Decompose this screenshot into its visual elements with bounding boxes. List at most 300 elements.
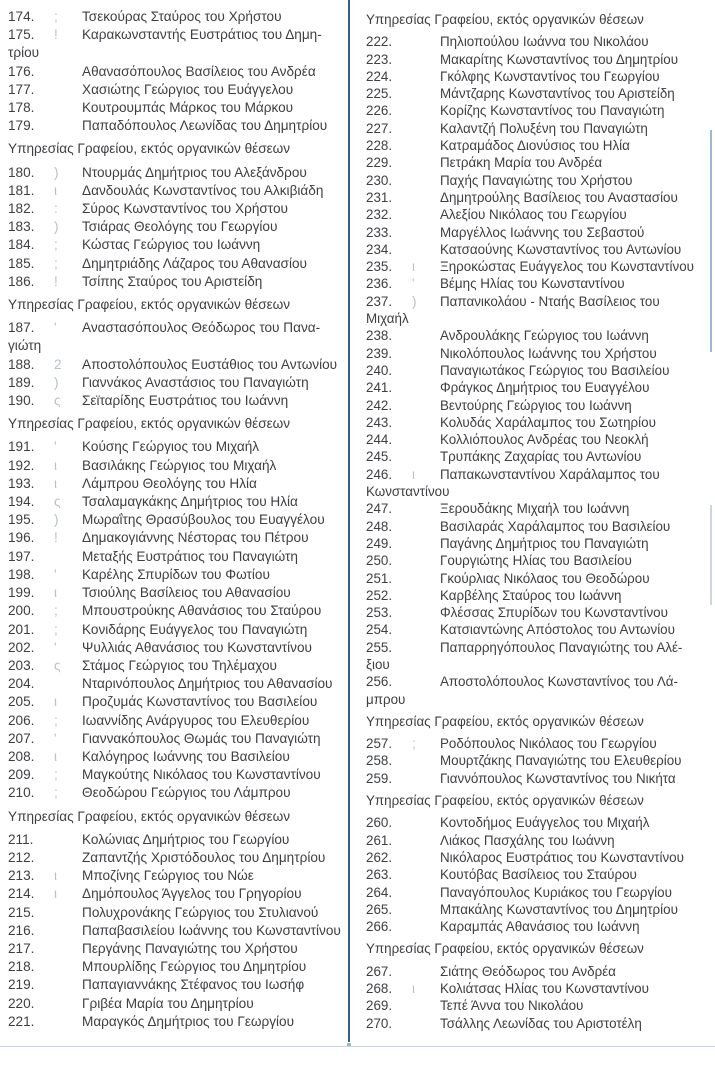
entry-number: 200.: [8, 603, 35, 619]
section-header: Υπηρεσίας Γραφείου, εκτός οργανικών θέσεων: [8, 808, 291, 824]
list-entry: [366, 120, 708, 137]
entry-number: 205.: [8, 694, 35, 710]
entry-name: Νικόλαρος Ευστράτιος του Κωνσταντίνου: [440, 849, 684, 865]
list-entry: [8, 995, 346, 1013]
list-entry: [8, 849, 346, 867]
list-entry: [366, 752, 708, 769]
redaction-artifact: ι: [54, 475, 58, 491]
entry-number: 186.: [8, 273, 35, 289]
entry-number: 226.: [366, 103, 393, 119]
entry-number: 184.: [8, 237, 35, 253]
entry-number: 197.: [8, 548, 35, 564]
redaction-artifact: !: [54, 530, 58, 546]
list-entry: [366, 379, 708, 396]
list-entry: [366, 997, 708, 1014]
entry-name: Γκόλφης Κωνσταντίνος του Γεωργίου: [440, 68, 660, 84]
list-entry: [8, 26, 346, 62]
entry-name: Μουρτζάκης Παναγιώτης του Ελευθερίου: [440, 753, 682, 769]
redaction-artifact: ': [54, 566, 57, 582]
page-edge-scan-mark: [710, 505, 712, 605]
list-entry: [8, 164, 346, 182]
list-entry: [8, 675, 346, 693]
redaction-artifact: ;: [54, 9, 58, 24]
list-entry: [366, 431, 708, 448]
entry-name: Παπανικολάου - Νταής Βασίλειος του: [440, 293, 660, 309]
entry-name: Ιωαννίδης Ανάργυρος του Ελευθερίου: [82, 712, 310, 728]
entry-name-continuation: Μιχαήλ: [366, 311, 409, 327]
entry-name: Δημακογιάννης Νέστορας του Πέτρου: [82, 530, 309, 546]
entry-name: Κονιδάρης Ευάγγελος του Παναγιώτη: [82, 621, 308, 637]
entry-number: 216.: [8, 922, 35, 938]
list-entry: [8, 438, 346, 456]
entry-number: 174.: [8, 9, 35, 24]
entry-number: 245.: [366, 449, 393, 465]
list-entry: [366, 980, 708, 997]
entry-name: Δημητρούλης Βασίλειος του Αναστασίου: [440, 189, 678, 205]
entry-number: 199.: [8, 585, 35, 601]
entry-number: 204.: [8, 676, 35, 692]
entry-name: Αθανασόπουλος Βασίλειος του Ανδρέα: [82, 63, 316, 79]
entry-name: Ξερουδάκης Μιχαήλ του Ιωάννη: [440, 501, 630, 517]
entry-number: 193.: [8, 475, 35, 491]
entry-name: Κουτρουμπάς Μάρκος του Μάρκου: [82, 100, 294, 116]
section-header: Υπηρεσίας Γραφείου, εκτός οργανικών θέσεων: [8, 297, 291, 313]
redaction-artifact: ;: [54, 621, 58, 637]
entry-number: 221.: [8, 1013, 35, 1029]
list-entry: [8, 8, 346, 26]
entry-name: Αναστασόπουλος Θεόδωρος του Πανα-: [82, 320, 321, 336]
list-entry: [366, 154, 708, 171]
entry-number: 244.: [366, 432, 393, 448]
list-entry: [8, 958, 346, 976]
entry-number: 210.: [8, 785, 35, 801]
list-entry: [366, 570, 708, 587]
entry-name: Κώστας Γεώργιος του Ιωάννη: [82, 237, 261, 253]
entry-name: Γκούρλιας Νικόλαος του Θεοδώρου: [440, 570, 650, 586]
entry-number: 240.: [366, 362, 393, 378]
entry-number: 196.: [8, 530, 35, 546]
entry-number: 188.: [8, 356, 35, 372]
entry-number: 269.: [366, 998, 393, 1014]
entry-name: Παπαδόπουλος Λεωνίδας του Δημητρίου: [82, 118, 328, 134]
entry-number: 219.: [8, 977, 35, 993]
list-entry: [8, 392, 346, 410]
entry-number: 176.: [8, 63, 35, 79]
entry-number: 185.: [8, 255, 35, 271]
section-header: Υπηρεσίας Γραφείου, εκτός οργανικών θέσεων: [8, 141, 291, 157]
list-entry: [8, 976, 346, 994]
list-entry: [8, 1013, 346, 1031]
list-entry: [366, 884, 708, 901]
list-entry: [366, 918, 708, 935]
entry-name: Τσάλλης Λεωνίδας του Αριστοτέλη: [440, 1015, 642, 1031]
entry-name: Κολώνιας Δημήτριος του Γεωργίου: [82, 831, 290, 847]
entry-number: 257.: [366, 736, 393, 752]
entry-name: Μαργέλλος Ιωάννης του Σεβαστού: [440, 224, 645, 240]
entry-name: Τεπέ Άννα του Νικολάου: [440, 998, 584, 1014]
entry-name: Κούσης Γεώργιος του Μιχαήλ: [82, 439, 260, 455]
redaction-artifact: ι: [54, 182, 58, 198]
entry-name-continuation: γιώτη: [8, 338, 42, 354]
entry-name: Τσεκούρας Σταύρος του Χρήστου: [82, 9, 282, 24]
list-entry: [8, 182, 346, 200]
list-entry: [8, 621, 346, 639]
entry-number: 250.: [366, 553, 393, 569]
entry-name: Παναγιωτάκος Γεώργιος του Βασιλείου: [440, 362, 670, 378]
list-entry: [8, 255, 346, 273]
list-entry: [366, 258, 708, 275]
entry-number: 194.: [8, 494, 35, 510]
entry-number: 213.: [8, 868, 35, 884]
entry-name: Μπουρλίδης Γεώργιος του Δημητρίου: [82, 959, 307, 975]
entry-number: 189.: [8, 374, 35, 390]
list-entry: [366, 85, 708, 102]
list-entry: [366, 293, 708, 328]
entry-name: Χασιώτης Γεώργιος του Ευάγγελου: [82, 81, 294, 97]
entry-name: Ζαπαντζής Χριστόδουλος του Δημητρίου: [82, 849, 326, 865]
list-entry: [8, 940, 346, 958]
list-entry: [366, 68, 708, 85]
entry-number: 212.: [8, 849, 35, 865]
list-entry: [366, 33, 708, 50]
list-entry: [366, 414, 708, 431]
list-entry: [366, 735, 708, 752]
redaction-artifact: ι: [54, 585, 58, 601]
redaction-artifact: ': [412, 276, 415, 292]
list-entry: [8, 218, 346, 236]
entry-name: Μάντζαρης Κωνσταντίνος του Αριστείδη: [440, 86, 675, 102]
redaction-artifact: !: [54, 273, 58, 289]
entry-name: Παπακωνσταντίνου Χαράλαμπος του: [440, 466, 660, 482]
text-column-left: [8, 0, 346, 1031]
redaction-artifact: ): [54, 374, 59, 390]
entry-name: Γιαννάκος Αναστάσιος του Παναγιώτη: [82, 374, 309, 390]
entry-number: 256.: [366, 674, 393, 690]
entry-name: Αποστολόπουλος Ευστάθιος του Αντωνίου: [82, 356, 338, 372]
entry-name: Λάμπρου Θεολόγης του Ηλία: [82, 475, 257, 491]
entry-name: Φλέσσας Σπυρίδων του Κωνσταντίνου: [440, 605, 668, 621]
entry-number: 224.: [366, 68, 393, 84]
list-entry: [366, 172, 708, 189]
entry-number: 270.: [366, 1015, 393, 1031]
list-entry: [8, 493, 346, 511]
list-entry: [366, 224, 708, 241]
entry-name: Σιάτης Θεόδωρος του Ανδρέα: [440, 963, 616, 979]
list-entry: [366, 362, 708, 379]
entry-number: 230.: [366, 172, 393, 188]
entry-name: Ξηροκώστας Ευάγγελος του Κωνσταντίνου: [440, 259, 694, 275]
list-entry: [8, 319, 346, 355]
entry-number: 265.: [366, 901, 393, 917]
entry-number: 180.: [8, 164, 35, 180]
entry-name: Καρέλης Σπυρίδων του Φωτίου: [82, 566, 270, 582]
entry-name: Φράγκος Δημήτριος του Ευαγγέλου: [440, 380, 650, 396]
redaction-artifact: ι: [54, 748, 58, 764]
entry-number: 239.: [366, 345, 393, 361]
list-entry: [8, 639, 346, 657]
entry-number: 227.: [366, 120, 393, 136]
entry-number: 235.: [366, 259, 393, 275]
entry-number: 251.: [366, 570, 393, 586]
list-entry: [8, 374, 346, 392]
entry-number: 237.: [366, 293, 393, 309]
entry-number: 238.: [366, 328, 393, 344]
entry-number: 195.: [8, 512, 35, 528]
entry-name: Σύρος Κωνσταντίνος του Χρήστου: [82, 201, 288, 217]
list-entry: [8, 117, 346, 135]
section-header: Υπηρεσίας Γραφείου, εκτός οργανικών θέσεων: [366, 713, 644, 729]
entry-name: Νικολόπουλος Ιωάννης του Χρήστου: [440, 345, 657, 361]
entry-name-continuation: τρίου: [8, 45, 40, 61]
entry-number: 198.: [8, 566, 35, 582]
redaction-artifact: :: [54, 201, 58, 217]
entry-name: Γιαννακόπουλος Θωμάς του Παναγιώτη: [82, 730, 321, 746]
column-divider-line: [348, 0, 350, 1042]
redaction-artifact: ι: [412, 259, 415, 275]
entry-number: 182.: [8, 201, 35, 217]
redaction-artifact: ι: [412, 981, 415, 997]
entry-number: 225.: [366, 86, 393, 102]
list-entry: [8, 200, 346, 218]
entry-number: 223.: [366, 51, 393, 67]
redaction-artifact: ': [54, 320, 57, 336]
list-entry: [366, 770, 708, 787]
section-header: Υπηρεσίας Γραφείου, εκτός οργανικών θέσεων: [366, 793, 644, 809]
entry-name: Μπουστρούκης Αθανάσιος του Σταύρου: [82, 603, 322, 619]
list-entry: [8, 712, 346, 730]
entry-name: Στάμος Γεώργιος του Τηλέμαχου: [82, 657, 277, 673]
entry-name: Βασιλάκης Γεώργιος του Μιχαήλ: [82, 457, 277, 473]
entry-name: Κολυδάς Χαράλαμπος του Σωτηρίου: [440, 414, 656, 430]
entry-name: Τρυπάκης Ζαχαρίας του Αντωνίου: [440, 449, 642, 465]
list-entry: [366, 397, 708, 414]
entry-number: 191.: [8, 439, 35, 455]
entry-name-continuation: ξιου: [366, 656, 390, 672]
entry-number: 206.: [8, 712, 35, 728]
list-entry: [366, 51, 708, 68]
entry-number: 218.: [8, 959, 35, 975]
entry-number: 232.: [366, 207, 393, 223]
redaction-artifact: ι: [54, 457, 58, 473]
entry-number: 220.: [8, 995, 35, 1011]
entry-number: 266.: [366, 919, 393, 935]
entry-number: 260.: [366, 815, 393, 831]
entry-number: 222.: [366, 34, 393, 50]
entry-name: Μωραΐτης Θρασύβουλος του Ευαγγέλου: [82, 512, 325, 528]
entry-number: 249.: [366, 535, 393, 551]
entry-number: 203.: [8, 657, 35, 673]
section-header: Υπηρεσίας Γραφείου, εκτός οργανικών θέσεων: [366, 12, 644, 27]
entry-name: Δανδουλάς Κωνσταντίνος του Αλκιβιάδη: [82, 182, 324, 198]
entry-number: 236.: [366, 276, 393, 292]
entry-name: Περγάνης Παναγιώτης του Χρήστου: [82, 940, 298, 956]
entry-name: Καλόγηρος Ιωάννης του Βασιλείου: [82, 748, 290, 764]
list-entry: [8, 529, 346, 547]
entry-number: 264.: [366, 884, 393, 900]
entry-name: Μακαρίτης Κωνσταντίνος του Δημητρίου: [440, 51, 679, 67]
redaction-artifact: ;: [54, 767, 58, 783]
list-entry: [366, 518, 708, 535]
list-entry: [366, 604, 708, 621]
entry-name: Πολυχρονάκης Γεώργιος του Στυλιανού: [82, 904, 319, 920]
redaction-artifact: ': [54, 639, 57, 655]
entry-number: 254.: [366, 622, 393, 638]
entry-name: Νταρινόπουλος Δημήτριος του Αθανασίου: [82, 676, 333, 692]
entry-name: Ροδόπουλος Νικόλαος του Γεωργίου: [440, 736, 657, 752]
entry-name: Παχής Παναγιώτης του Χρήστου: [440, 172, 633, 188]
entry-number: 202.: [8, 639, 35, 655]
redaction-artifact: ): [54, 164, 59, 180]
list-entry: [366, 189, 708, 206]
entry-number: 247.: [366, 501, 393, 517]
redaction-artifact: ): [54, 219, 59, 235]
entry-name: Παναγόπουλος Κυριάκος του Γεωργίου: [440, 884, 672, 900]
list-entry: [8, 831, 346, 849]
entry-name-continuation: μπρου: [366, 691, 406, 707]
list-entry: [8, 885, 346, 903]
redaction-artifact: ι: [54, 868, 58, 884]
redaction-artifact: ;: [54, 255, 58, 271]
entry-name: Βεντούρης Γεώργιος του Ιωάννη: [440, 397, 632, 413]
redaction-artifact: ': [54, 730, 57, 746]
redaction-artifact: ': [54, 439, 57, 455]
entry-number: 181.: [8, 182, 35, 198]
entry-name: Σεϊταρίδης Ευστράτιος του Ιωάννη: [82, 393, 289, 409]
entry-name: Κορίζης Κωνσταντίνος του Παναγιώτη: [440, 103, 665, 119]
entry-name: Καρακωνσταντής Ευστράτιος του Δημη-: [82, 27, 322, 43]
entry-number: 175.: [8, 27, 35, 43]
list-entry: [8, 904, 346, 922]
redaction-artifact: 2: [54, 356, 62, 372]
list-entry: [8, 922, 346, 940]
list-entry: [8, 730, 346, 748]
list-entry: [8, 867, 346, 885]
list-entry: [366, 275, 708, 292]
list-entry: [366, 552, 708, 569]
entry-name: Γριβέα Μαρία του Δημητρίου: [82, 995, 254, 1011]
section-header: Υπηρεσίας Γραφείου, εκτός οργανικών θέσεων: [366, 941, 644, 957]
entry-number: 258.: [366, 753, 393, 769]
entry-number: 208.: [8, 748, 35, 764]
redaction-artifact: !: [54, 27, 58, 43]
entry-name: Τσιάρας Θεολόγης του Γεωργίου: [82, 219, 278, 235]
list-entry: [8, 99, 346, 117]
entry-number: 253.: [366, 605, 393, 621]
list-entry: [366, 849, 708, 866]
list-entry: [366, 587, 708, 604]
entry-name: Ντουρμάς Δημήτριος του Αλεξάνδρου: [82, 164, 307, 180]
list-entry: [366, 901, 708, 918]
entry-name: Γουργιώτης Ηλίας του Βασιλείου: [440, 553, 632, 569]
entry-name: Γιαννόπουλος Κωνσταντίνος του Νικήτα: [440, 770, 676, 786]
list-entry: [366, 866, 708, 883]
entry-name: Καρβέλης Σταύρος του Ιωάννη: [440, 587, 622, 603]
entry-name: Κολλιόπουλος Ανδρέας του Νεοκλή: [440, 432, 649, 448]
list-entry: [8, 693, 346, 711]
entry-number: 259.: [366, 770, 393, 786]
redaction-artifact: ι: [412, 466, 415, 482]
entry-name: Μποζίνης Γεώργιος του Νώε: [82, 868, 254, 884]
entry-name: Ψυλλιάς Αθανάσιος του Κωνσταντίνου: [82, 639, 312, 655]
entry-name: Μαγκούτης Νικόλαος του Κωνσταντίνου: [82, 767, 321, 783]
entry-name-continuation: Κωνσταντίνου: [366, 484, 450, 500]
entry-number: 177.: [8, 81, 35, 97]
list-entry: [8, 766, 346, 784]
list-entry: [366, 241, 708, 258]
entry-name: Καλαντζή Πολυξένη του Παναγιώτη: [440, 120, 648, 136]
list-entry: [366, 963, 708, 980]
entry-name: Κατσαούνης Κωνσταντίνος του Αντωνίου: [440, 241, 682, 257]
entry-number: 246.: [366, 466, 393, 482]
entry-name: Πηλιοπούλου Ιωάννα του Νικολάου: [440, 34, 649, 50]
list-entry: [8, 81, 346, 99]
list-entry: [366, 466, 708, 501]
list-entry: [366, 535, 708, 552]
entry-name: Τσαλαμαγκάκης Δημήτριος του Ηλία: [82, 494, 298, 510]
entry-name: Δημόπουλος Άγγελος του Γρηγορίου: [82, 886, 302, 902]
entry-number: 234.: [366, 241, 393, 257]
list-entry: [366, 448, 708, 465]
redaction-artifact: ;: [54, 785, 58, 801]
list-entry: [8, 356, 346, 374]
entry-number: 214.: [8, 886, 35, 902]
redaction-artifact: ς: [54, 657, 61, 673]
entry-number: 215.: [8, 904, 35, 920]
entry-name: Κατραμάδος Διονύσιος του Ηλία: [440, 138, 630, 154]
entry-number: 192.: [8, 457, 35, 473]
entry-number: 233.: [366, 224, 393, 240]
entry-number: 241.: [366, 380, 393, 396]
redaction-artifact: ;: [412, 736, 416, 752]
list-entry: [366, 327, 708, 344]
entry-name: Μαραγκός Δημήτριος του Γεωργίου: [82, 1013, 295, 1029]
page-edge-scan-mark: [710, 130, 712, 352]
entry-name: Τσιούλης Βασίλειος του Αθανασίου: [82, 585, 291, 601]
redaction-artifact: ι: [54, 886, 58, 902]
entry-number: 187.: [8, 320, 35, 336]
redaction-artifact: ;: [54, 237, 58, 253]
entry-number: 248.: [366, 518, 393, 534]
list-entry: [366, 102, 708, 119]
entry-name: Τσίπης Σταύρος του Αριστείδη: [82, 273, 263, 289]
list-entry: [8, 566, 346, 584]
redaction-artifact: ς: [54, 393, 61, 409]
entry-number: 209.: [8, 767, 35, 783]
list-entry: [366, 345, 708, 362]
list-entry: [366, 639, 708, 674]
list-entry: [366, 500, 708, 517]
section-header: Υπηρεσίας Γραφείου, εκτός οργανικών θέσεων: [8, 416, 291, 432]
entry-number: 263.: [366, 867, 393, 883]
entry-name: Ανδρουλάκης Γεώργιος του Ιωάννη: [440, 328, 649, 344]
list-entry: [8, 457, 346, 475]
entry-name: Δημητριάδης Λάζαρος του Αθανασίου: [82, 255, 307, 271]
list-entry: [8, 748, 346, 766]
redaction-artifact: ;: [54, 603, 58, 619]
entry-number: 268.: [366, 981, 393, 997]
entry-number: 229.: [366, 155, 393, 171]
entry-name: Κοντοδήμος Ευάγγελος του Μιχαήλ: [440, 815, 650, 831]
entry-number: 242.: [366, 397, 393, 413]
entry-name: Παπαγιαννάκης Στέφανος του Ιωσήφ: [82, 977, 305, 993]
entry-number: 179.: [8, 118, 35, 134]
list-entry: [366, 832, 708, 849]
entry-name: Κολιάτσας Ηλίας του Κωνσταντίνου: [440, 981, 649, 997]
entry-name: Καραμπάς Αθανάσιος του Ιωάννη: [440, 919, 640, 935]
list-entry: [366, 137, 708, 154]
list-entry: [366, 1015, 708, 1032]
redaction-artifact: ι: [54, 694, 58, 710]
